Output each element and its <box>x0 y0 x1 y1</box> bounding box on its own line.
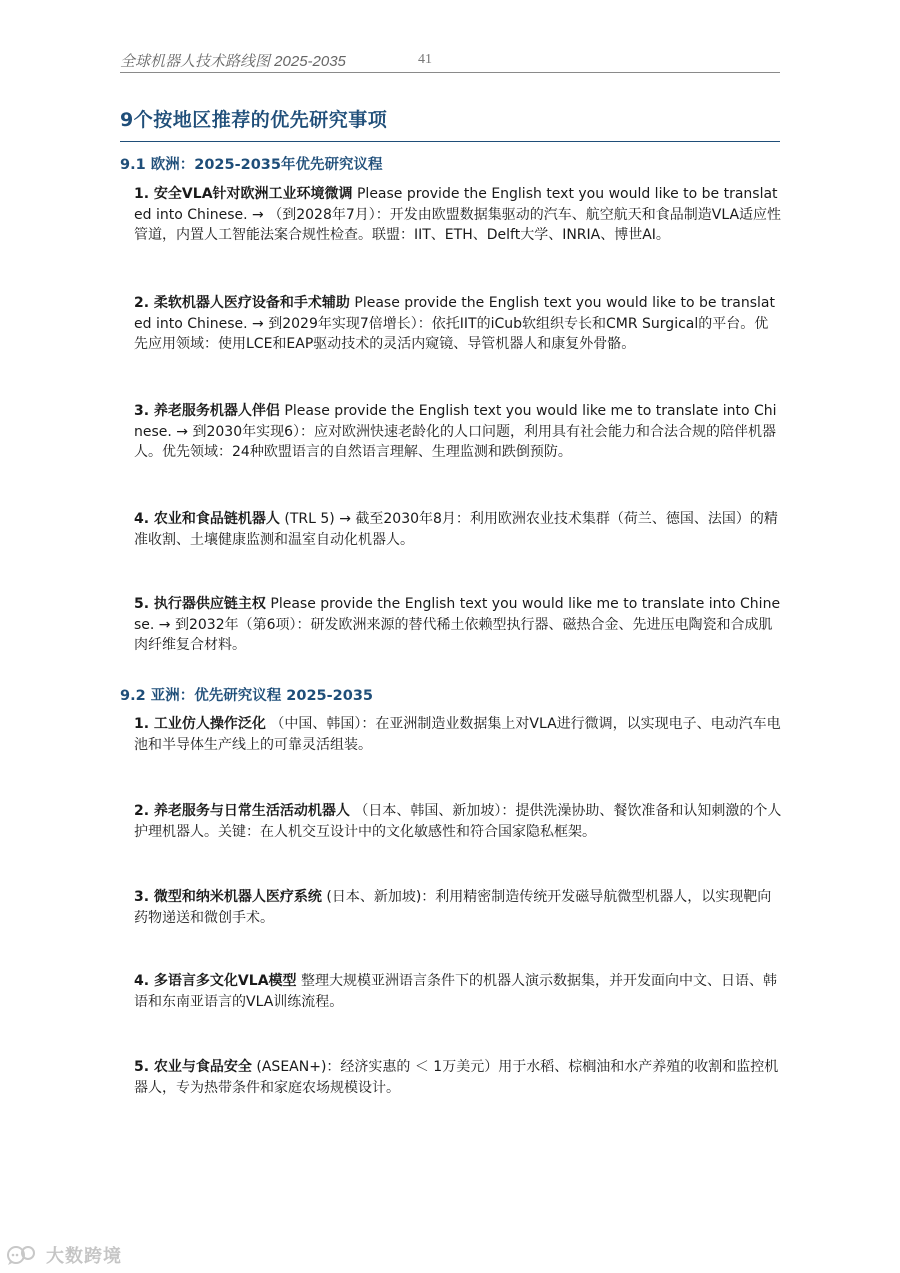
europe-item-1 <box>134 184 782 246</box>
asia-item-1 <box>134 714 782 755</box>
asia-item-1-lead: 1. 工业仿人操作泛化 <box>134 716 266 732</box>
asia-item-4 <box>134 971 782 1012</box>
page-number: 41 <box>418 52 432 67</box>
asia-item-3-lead: 3. 微型和纳米机器人医疗系统 <box>134 889 322 905</box>
europe-item-2 <box>134 293 782 355</box>
europe-item-4 <box>134 509 782 550</box>
asia-item-4-lead: 4. 多语言多文化VLA模型 <box>134 973 297 989</box>
europe-item-4-body: (TRL 5) → 截至2030年8月：利用欧洲农业技术集群（荷兰、德国、法国）的精准收割、土壤健康监测和温室自动化机器人。 <box>134 511 778 548</box>
asia-item-2-lead: 2. 养老服务与日常生活活动机器人 <box>134 803 350 819</box>
watermark <box>6 1242 122 1268</box>
europe-item-4-lead: 4. 农业和食品链机器人 <box>134 511 280 527</box>
running-header-title: 全球机器人技术路线图 2025-2035 <box>120 53 346 70</box>
asia-item-5-body: (ASEAN+)：经济实惠的 ＜ 1万美元）用于水稻、棕榈油和水产养殖的收割和监控机器人，专为热带条件和家庭农场规模设计。 <box>134 1059 779 1096</box>
europe-item-5 <box>134 594 782 656</box>
europe-item-3 <box>134 401 782 463</box>
europe-item-2-lead: 2. 柔软机器人医疗设备和手术辅助 <box>134 295 350 311</box>
asia-item-3 <box>134 887 782 928</box>
asia-item-1-body: （中国、韩国）：在亚洲制造业数据集上对VLA进行微调，以实现电子、电动汽车电池和半导体生产线上的可靠灵活组装。 <box>134 716 781 753</box>
europe-item-5-lead: 5. 执行器供应链主权 <box>134 596 266 612</box>
asia-item-2 <box>134 801 782 842</box>
asia-item-5 <box>134 1057 782 1098</box>
europe-item-3-lead: 3. 养老服务机器人伴侣 <box>134 403 280 419</box>
asia-item-4-body: 整理大规模亚洲语言条件下的机器人演示数据集，并开发面向中文、日语、韩语和东南亚语言的VLA训练流程。 <box>134 973 777 1010</box>
europe-item-1-body: Please provide the English text you would like to be translated into Chinese. → （到2028年7月）：开发由欧盟数据集驱动的汽车、航空航天和食品制造VLA适应性管道，内置人工智能法案合规性检查。联盟：IIT、ETH、Delft大学、INRIA、博世AI。 <box>134 186 782 243</box>
asia-item-5-lead: 5. 农业与食品安全 <box>134 1059 252 1075</box>
section-title: 9个按地区推荐的优先研究事项 <box>120 105 780 142</box>
europe-item-1-lead: 1. 安全VLA针对欧洲工业环境微调 <box>134 186 353 202</box>
watermark-text: 大数跨境 <box>46 1246 122 1267</box>
asia-heading: 9.2 亚洲：优先研究议程 2025-2035 <box>120 688 374 704</box>
chat-bubble-logo-icon <box>6 1244 40 1266</box>
europe-heading: 9.1 欧洲：2025-2035年优先研究议程 <box>120 157 383 173</box>
europe-item-2-body: Please provide the English text you would like to be translated into Chinese. → 到2029年实现7倍增长）：依托IIT的iCub软组织专长和CMR Surgical的平台。优先应用领域：使用LCE和EAP驱动技术的灵活内窥镜、导管机器人和康复外骨骼。 <box>134 295 775 352</box>
europe-item-3-body: Please provide the English text you would like me to translate into Chinese. → 到2030年实现6）：应对欧洲快速老龄化的人口问题，利用具有社会能力和合法合规的陪伴机器人。优先领域：24种欧盟语言的自然语言理解、生理监测和跌倒预防。 <box>134 403 777 460</box>
running-header <box>120 50 780 73</box>
asia-item-2-body: （日本、韩国、新加坡）：提供洗澡协助、餐饮准备和认知刺激的个人护理机器人。关键：在人机交互设计中的文化敏感性和符合国家隐私框架。 <box>134 803 782 840</box>
asia-item-3-body: (日本、新加坡)：利用精密制造传统开发磁导航微型机器人，以实现靶向药物递送和微创手术。 <box>134 889 772 926</box>
europe-item-5-body: Please provide the English text you would like me to translate into Chinese. → 到2032年（第6项）：研发欧洲来源的替代稀土依赖型执行器、磁热合金、先进压电陶瓷和合成肌肉纤维复合材料。 <box>134 596 781 653</box>
